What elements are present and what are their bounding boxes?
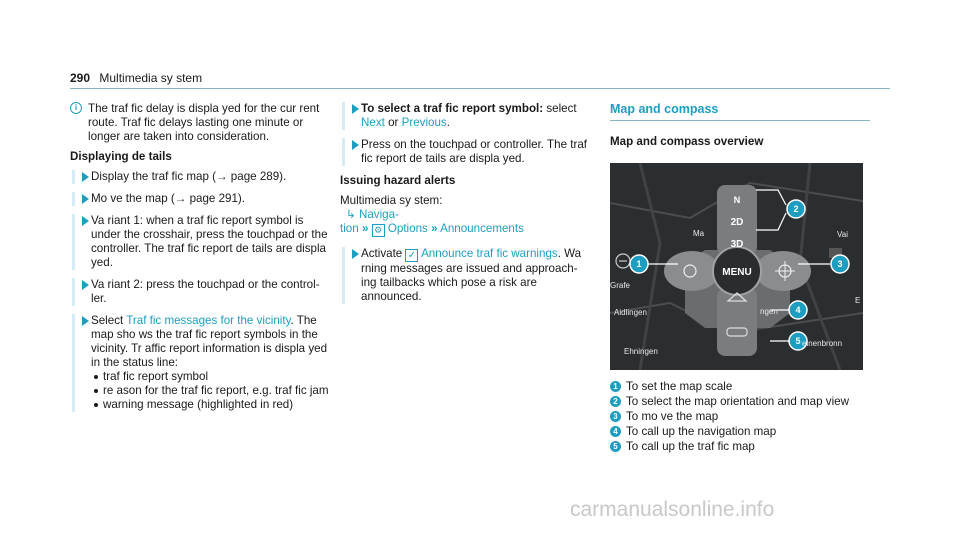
- step-arrow-icon: [352, 140, 359, 150]
- subheading-overview: Map and compass overview: [610, 135, 764, 148]
- map-label-aidlingen: Aidlingen: [614, 308, 647, 317]
- 3d-button[interactable]: 3D: [730, 239, 744, 250]
- enter-arrow-icon: ↳: [346, 208, 356, 221]
- gear-icon: ⚙: [372, 224, 385, 237]
- north-button[interactable]: N: [733, 195, 741, 205]
- link-announcements[interactable]: Announcements: [440, 222, 524, 235]
- step-arrow-icon: [82, 194, 89, 204]
- double-arrow-icon: »: [431, 222, 438, 235]
- svg-text:5: 5: [795, 336, 801, 346]
- section-title: Map and compass: [610, 102, 719, 116]
- info-note: i The traf fic delay is displa yed for the cur rent route. Traf fic delays lasting one minute or longer are taken into consideration.: [70, 102, 330, 144]
- step-arrow-icon: [352, 249, 359, 259]
- menu-button[interactable]: MENU: [722, 267, 752, 278]
- link-announce-traffic-warnings[interactable]: Announce traf fic warnings: [421, 247, 558, 260]
- step-arrow-icon: [82, 280, 89, 290]
- checkbox-icon: ✓: [405, 249, 418, 262]
- section-rule: [610, 120, 870, 121]
- svg-text:4: 4: [795, 305, 801, 315]
- column-2: [340, 102, 592, 312]
- step: To select a traf fic report symbol: select Next or Previous.: [342, 102, 592, 130]
- map-label-ma: Ma: [693, 229, 705, 238]
- page-number: 290: [70, 71, 91, 85]
- link-traffic-messages-vicinity[interactable]: Traf fic messages for the vicinity: [126, 314, 291, 327]
- link-next[interactable]: Next: [361, 116, 385, 129]
- step: Press on the touchpad or controller. The traf fic report de tails are displa yed.: [342, 138, 592, 166]
- step: Display the traf fic map (→ page 289).: [72, 170, 330, 184]
- map-compass-illustration: [610, 163, 863, 370]
- header-rule: [70, 88, 890, 89]
- svg-text:1: 1: [636, 259, 642, 269]
- legend-item: 1 To set the map scale: [610, 380, 870, 394]
- number-badge: 5: [610, 441, 621, 452]
- map-label-leinenbronn: einenbronn: [802, 339, 843, 348]
- map-label-vai: Vai: [837, 230, 848, 239]
- map-label-graf: Grafe: [610, 281, 631, 290]
- legend-item: 4 To call up the navigation map: [610, 425, 870, 439]
- map-compass-svg: [610, 163, 863, 370]
- bullet-list: [91, 370, 330, 412]
- step-arrow-icon: [352, 104, 359, 114]
- list-item: warning message (highlighted in red): [103, 398, 330, 412]
- list-item: re ason for the traf fic report, e.g. traf fic jam: [103, 384, 329, 397]
- link-previous[interactable]: Previous: [401, 116, 447, 129]
- step-arrow-icon: [82, 316, 89, 326]
- number-badge: 1: [610, 381, 621, 392]
- list-item: traf fic report symbol: [103, 370, 330, 384]
- 2d-button[interactable]: 2D: [730, 217, 744, 228]
- step-arrow-icon: [82, 172, 89, 182]
- step: Select Traf fic messages for the vicinity. The map sho ws the traf fic report symbols in the vicinity. Tr affic report information is displa yed in the status line: traf fic report symbol re ason for the traf fic report, e.g. traf fic jam warning message (highlighted in red): [72, 314, 330, 412]
- number-badge: 3: [610, 411, 621, 422]
- column-1: [70, 102, 330, 420]
- step: Va riant 1: when a traf fic report symbol is under the crosshair, press the touchpad or the controller. The traf fic report de tails are displa yed.: [72, 214, 330, 270]
- svg-text:3: 3: [837, 259, 843, 269]
- map-label-ehningen: Ehningen: [624, 347, 658, 356]
- legend-item: 5 To call up the traf fic map: [610, 440, 870, 454]
- watermark: carmanualsonline.info: [570, 498, 775, 521]
- step: Va riant 2: press the touchpad or the control- ler.: [72, 278, 330, 306]
- link-options[interactable]: Options: [387, 222, 428, 235]
- legend: [610, 380, 870, 454]
- info-icon: i: [70, 102, 82, 114]
- legend-item: 2 To select the map orientation and map view: [610, 395, 870, 409]
- svg-text:2: 2: [793, 204, 799, 214]
- menu-path: Multimedia sy stem: ↳ Naviga- tion » ⚙ Options » Announcements: [340, 194, 524, 235]
- step: Activate ✓ Announce traf fic warnings. Wa rning messages are issued and approach- ing tailbacks which pose a risk are announced.: [342, 247, 592, 304]
- subheading-displaying-details: Displaying de tails: [70, 150, 172, 163]
- number-badge: 2: [610, 396, 621, 407]
- map-label-e: E: [855, 296, 861, 305]
- subheading-hazard-alerts: Issuing hazard alerts: [340, 174, 456, 187]
- page-header: [70, 71, 202, 85]
- map-label-ngen: ngen: [760, 307, 778, 316]
- section-name: Multimedia sy stem: [99, 71, 203, 85]
- link-navigation[interactable]: Naviga-: [358, 208, 399, 221]
- legend-item: 3 To mo ve the map: [610, 410, 870, 424]
- step-arrow-icon: [82, 216, 89, 226]
- number-badge: 4: [610, 426, 621, 437]
- column-3: [610, 102, 870, 455]
- step: Mo ve the map (→ page 291).: [72, 192, 330, 206]
- double-arrow-icon: »: [361, 222, 369, 235]
